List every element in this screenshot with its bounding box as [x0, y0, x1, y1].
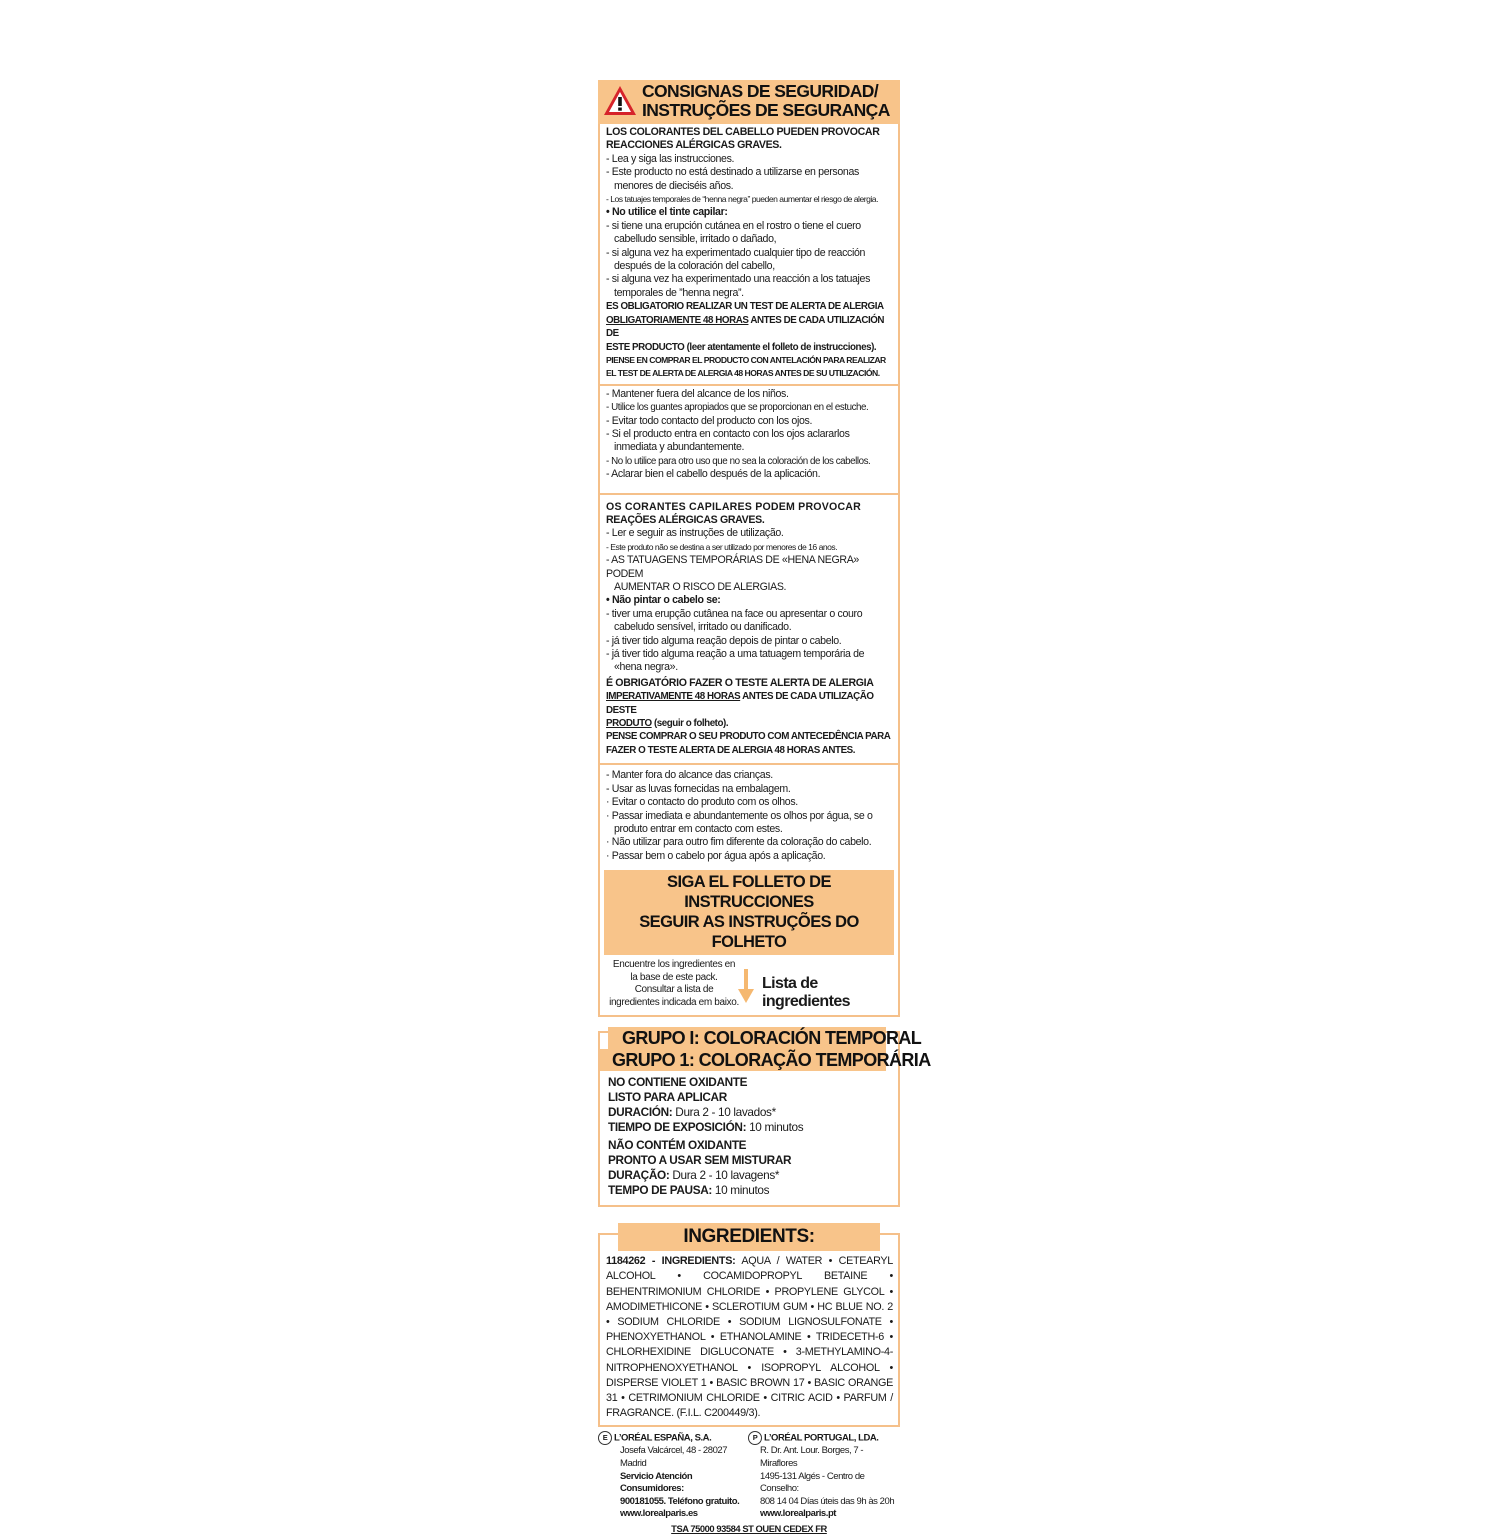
warning-triangle-icon: [603, 84, 637, 118]
safety-instructions-box: [598, 80, 900, 1017]
pt-precautions-section: - Manter fora do alcance das crianças. - Usar as luvas fornecidas na embalagem. · Evitar o contacto do produto com os olhos. · Passar imediata e abundantemente os olhos por água, se o produto entrar em contacto com estes. · Não utilizar para outro fim diferente da coloração do cabelo. · Passar bem o cabelo por água após a aplicação.: [606, 769, 873, 862]
group-title-pt: GRUPO 1: COLORAÇÃO TEMPORÁRIA: [612, 1050, 931, 1071]
es-precautions-section: - Mantener fuera del alcance de los niños. - Utilice los guantes apropiados que se proporcionan en el estuche. - Evitar todo contacto del producto con los ojos. - Si el producto entra en contacto con los ojos aclararlos inmediata y abundantemente. - No lo utilice para otro uso que no sea la coloración de los cabellos. - Aclarar bien el cabello después de la aplicación.: [606, 387, 871, 481]
manufacturer-footer: [598, 1427, 900, 1537]
ingredients-note: [600, 955, 898, 1015]
return-address: TSA 75000 93584 ST OUEN CEDEX FR: [671, 1523, 827, 1535]
portugal-contact: P L’ORÉAL PORTUGAL, LDA. R. Dr. Ant. Lour. Borges, 7 - Miraflores 1495-131 Algés - Centro de Conselho: 808 14 04 Días úteis das 9h às 20h www.lorealparis.pt: [748, 1431, 900, 1521]
follow-leaflet-banner: SIGA EL FOLLETO DE INSTRUCCIONES SEGUIR AS INSTRUÇÕES DO FOLHETO: [604, 870, 894, 955]
portugal-mark-icon: P: [748, 1431, 762, 1445]
ingredients-list: 1184262 - INGREDIENTS: AQUA / WATER • CETEARYL ALCOHOL • COCAMIDOPROPYL BETAINE • BEHENTRIMONIUM CHLORIDE • PROPYLENE GLYCOL • AMODIMETHICONE • SCLEROTIUM GUM • HC BLUE NO. 2 • SODIUM CHLORIDE • SODIUM LIGNOSULFONATE • PHENOXYETHANOL • ETHANOLAMINE • TRIDECETH-6 • CHLORHEXIDINE DIGLUCONATE • 3-METHYLAMINO-4-NITROPHENOXYETHANOL • ISOPROPYL ALCOHOL • DISPERSE VIOLET 1 • BASIC BROWN 17 • BASIC ORANGE 31 • CETRIMONIUM CHLORIDE • CITRIC ACID • PARFUM / FRAGRANCE. (F.I.L. C200449/3).: [606, 1255, 893, 1420]
safety-title: CONSIGNAS DE SEGURIDAD/ INSTRUÇÕES DE SEGURANÇA: [642, 81, 890, 120]
group-details: NO CONTIENE OXIDANTE LISTO PARA APLICAR DURACIÓN: Dura 2 - 10 lavados* TIEMPO DE EXPOSICIÓN: 10 minutos NÃO CONTÉM OXIDANTE PRONTO A USAR SEM MISTURAR DURAÇÃO: Dura 2 - 10 lavagens* TEMPO DE PAUSA: 10 minutos: [608, 1075, 804, 1198]
safety-header: [598, 80, 900, 124]
ingredients-heading-bar: [618, 1223, 880, 1251]
spain-contact: E L’ORÉAL ESPAÑA, S.A. Josefa Valcárcel, 48 - 28027 Madrid Servicio Atención Consumidores: 900181055. Teléfono gratuito. www.lorealparis.es: [598, 1431, 748, 1521]
spain-mark-icon: E: [598, 1431, 612, 1445]
down-arrow-icon: [738, 969, 754, 1003]
group-box: [598, 1028, 931, 1207]
product-label: [598, 80, 931, 1537]
group-title-es: GRUPO I: COLORACIÓN TEMPORAL: [622, 1028, 922, 1049]
ingredients-location-text: Encuentre los ingredientes en la base de este pack. Consultar a lista de ingredientes indicada em baixo.: [609, 959, 739, 1008]
ingredients-list-label: Lista de ingredientes: [762, 975, 850, 1011]
pt-warning-section: OS CORANTES CAPILARES PODEM PROVOCAR REAÇÕES ALÉRGICAS GRAVES. - Ler e seguir as instruções de utilização. - Este produto não se destina a ser utilizado por menores de 16 anos. - AS TATUAGENS TEMPORÁRIAS DE «HENA NEGRA» PODEM AUMENTAR O RISCO DE ALERGIAS. • Não pintar o cabelo se: - tiver uma erupção cutânea na face ou apresentar o couro cabeludo sensível, irritado ou danificado. - já tiver tido alguma reação depois de pintar o cabelo. - já tiver tido alguma reação a uma tatuagem temporária de «hena negra». É OBRIGATÓRIO FAZER O TESTE ALERTA DE ALERGIA IMPERATIVAMENTE 48 HORAS ANTES DE CADA UTILIZAÇÃO DESTE PRODUTO (seguir o folheto). PENSE COMPRAR O SEU PRODUTO COM ANTECEDÊNCIA PARA FAZER O TESTE ALERTA DE ALERGIA 48 HORAS ANTES.: [606, 500, 891, 756]
ingredients-box: [598, 1226, 900, 1427]
es-warning-section: LOS COLORANTES DEL CABELLO PUEDEN PROVOCAR REACCIONES ALÉRGICAS GRAVES. - Lea y siga las instrucciones. - Este producto no está destinado a utilizarse en personas menores de dieciséis años. - Los tatuajes temporales de “henna negra” pueden aumentar el riesgo de alergia. • No utilice el tinte capilar: - si tiene una erupción cutánea en el rostro o tiene el cuero cabelludo sensible, irritado o dañado, - si alguna vez ha experimentado cualquier tipo de reacción después de la coloración del cabello, - si alguna vez ha experimentado una reacción a los tatuajes temporales de ”henna negra”. ES OBLIGATORIO REALIZAR UN TEST DE ALERTA DE ALERGIA OBLIGATORIAMENTE 48 HORAS ANTES DE CADA UTILIZACIÓN DE ESTE PRODUCTO (leer atentamente el folleto de instrucciones). PIENSE EN COMPRAR EL PRODUCTO CON ANTELACIÓN PARA REALIZAR EL TEST DE ALERTA DE ALERGIA 48 HORAS ANTES DE SU UTILIZACIÓN.: [606, 126, 886, 379]
ingredients-heading: INGREDIENTS:: [683, 1226, 815, 1248]
